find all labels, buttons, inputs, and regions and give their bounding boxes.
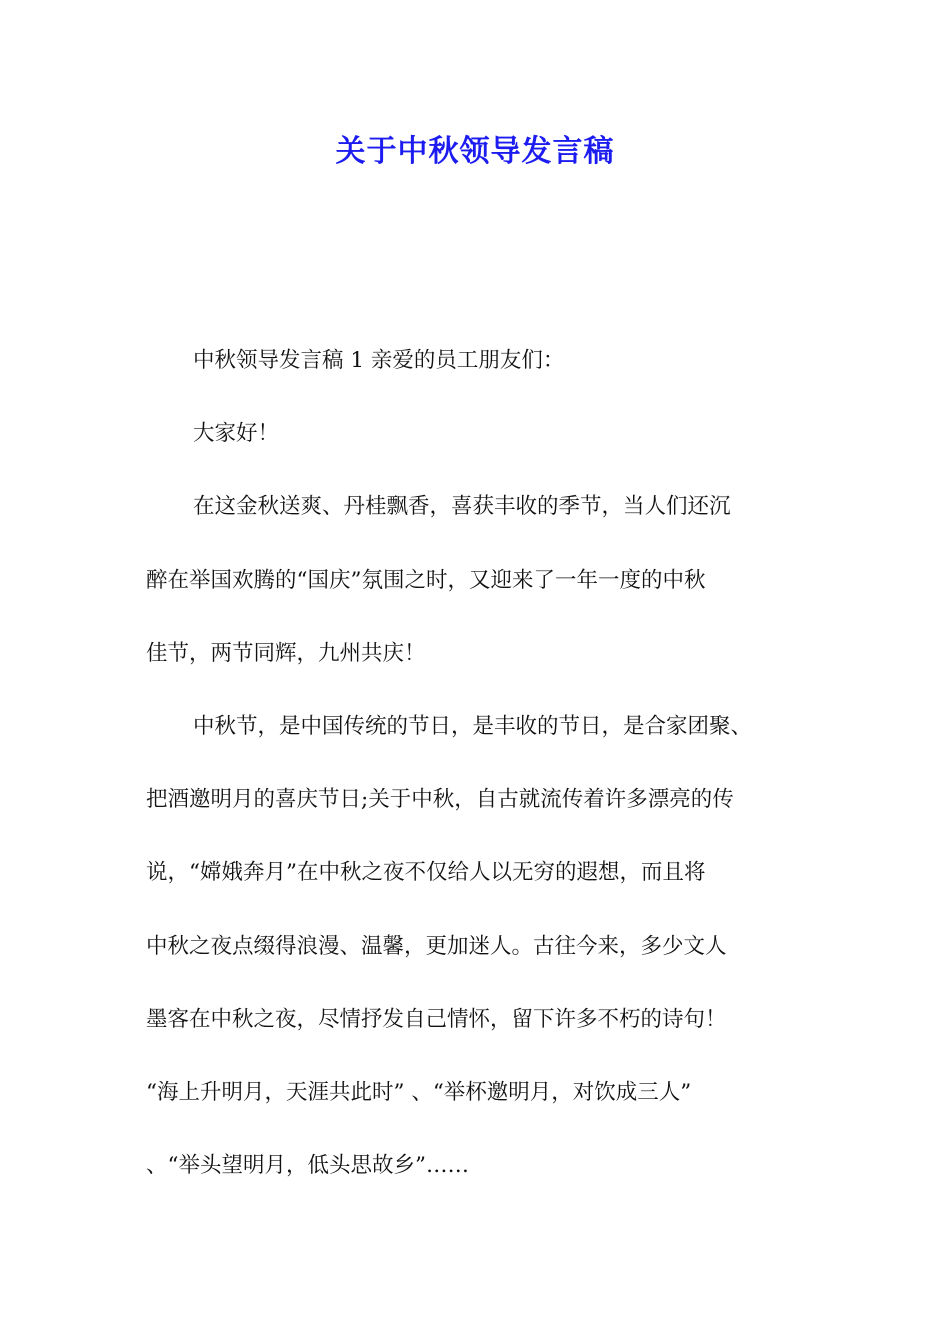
paragraph-line: 说，“嫦娥奔月”在中秋之夜不仅给人以无穷的遐想，而且将: [146, 860, 706, 886]
document-body: [146, 338, 826, 1216]
paragraph-line: 醉在举国欢腾的“国庆”氛围之时，又迎来了一年一度的中秋: [146, 567, 706, 593]
paragraph-line: 中秋领导发言稿 1 亲爱的员工朋友们：: [193, 348, 565, 373]
paragraph-line: 佳节，两节同辉，九州共庆！: [146, 640, 426, 666]
document-title: 关于中秋领导发言稿: [335, 134, 615, 169]
paragraph-line: 墨客在中秋之夜，尽情抒发自己情怀，留下许多不朽的诗句！: [146, 1006, 727, 1032]
paragraph-line: 大家好！: [193, 421, 280, 447]
paragraph-line: 在这金秋送爽、丹桂飘香，喜获丰收的季节，当人们还沉: [193, 494, 731, 520]
paragraph-line: “海上升明月，天涯共此时” 、“举杯邀明月，对饮成三人”: [146, 1079, 692, 1105]
paragraph-line: 、“举头望明月，低头思故乡”……: [146, 1153, 469, 1179]
paragraph-line: 中秋节，是中国传统的节日，是丰收的节日，是合家团聚、: [193, 713, 753, 739]
paragraph-line: 把酒邀明月的喜庆节日;关于中秋，自古就流传着许多漂亮的传: [146, 787, 734, 813]
paragraph-line: 中秋之夜点缀得浪漫、温馨，更加迷人。古往今来，多少文人: [146, 933, 727, 959]
